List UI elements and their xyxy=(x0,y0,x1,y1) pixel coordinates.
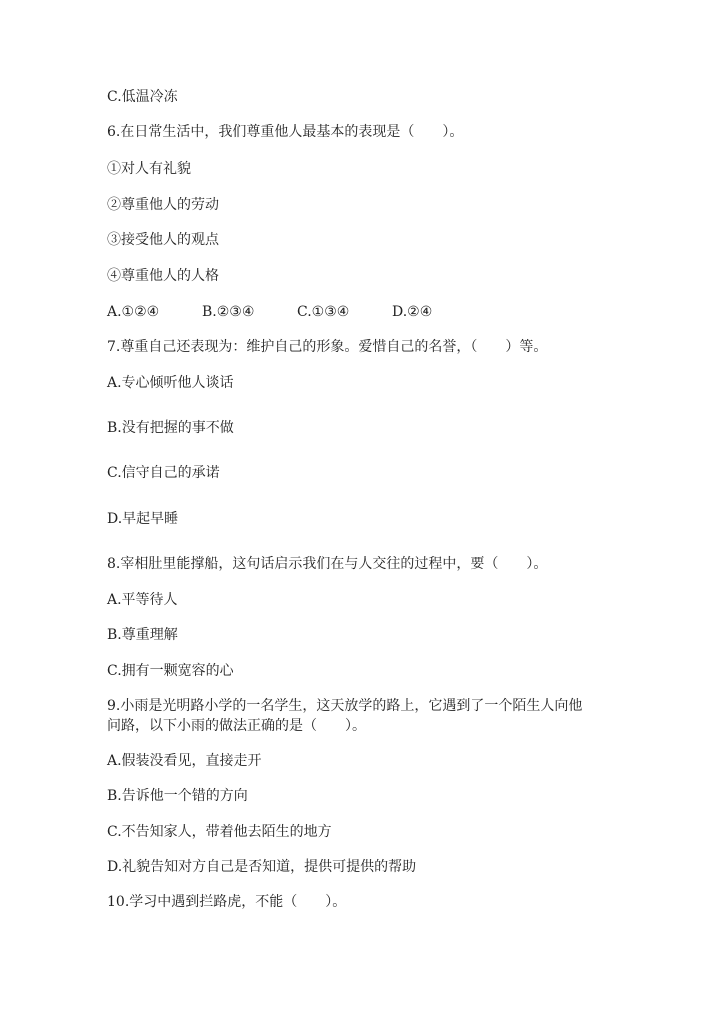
q8-stem: 8.宰相肚里能撑船，这句话启示我们在与人交往的过程中，要（ ）。 xyxy=(107,556,548,572)
q7-option-c: C.信守自己的承诺 xyxy=(107,465,220,481)
q8-option-c: C.拥有一颗宽容的心 xyxy=(107,663,234,679)
q10-stem: 10.学习中遇到拦路虎，不能（ ）。 xyxy=(107,894,347,910)
q9-option-c: C.不告知家人，带着他去陌生的地方 xyxy=(107,824,332,840)
q6-option-a: A.①②④ xyxy=(107,304,160,320)
q7-option-b: B.没有把握的事不做 xyxy=(107,420,234,436)
q6-options-row xyxy=(107,302,432,322)
q9-option-d: D.礼貌告知对方自己是否知道，提供可提供的帮助 xyxy=(107,859,417,875)
q7-stem: 7.尊重自己还表现为：维护自己的形象。爱惜自己的名誉，（ ）等。 xyxy=(107,339,548,355)
q9-stem-line-1: 9.小雨是光明路小学的一名学生，这天放学的路上，它遇到了一个陌生人向他 xyxy=(107,698,583,714)
q6-item-2: ②尊重他人的劳动 xyxy=(107,197,219,213)
q6-option-c: C.①③④ xyxy=(297,304,350,320)
q6-item-4: ④尊重他人的人格 xyxy=(107,268,219,284)
q5-option-c: C.低温冷冻 xyxy=(107,89,178,105)
q6-stem: 6.在日常生活中，我们尊重他人最基本的表现是（ ）。 xyxy=(107,124,464,140)
q7-option-d: D.早起早睡 xyxy=(107,511,179,527)
q7-option-a: A.专心倾听他人谈话 xyxy=(107,375,234,391)
q9-option-b: B.告诉他一个错的方向 xyxy=(107,788,248,804)
q6-item-1: ①对人有礼貌 xyxy=(107,161,191,177)
q6-option-b: B.②③④ xyxy=(202,304,255,320)
q6-option-d: D.②④ xyxy=(392,304,433,320)
q9-option-a: A.假装没看见，直接走开 xyxy=(107,753,262,769)
q8-option-b: B.尊重理解 xyxy=(107,627,178,643)
q6-item-3: ③接受他人的观点 xyxy=(107,232,219,248)
q8-option-a: A.平等待人 xyxy=(107,592,178,608)
q9-stem-line-2: 问路，以下小雨的做法正确的是（ ）。 xyxy=(107,718,366,734)
